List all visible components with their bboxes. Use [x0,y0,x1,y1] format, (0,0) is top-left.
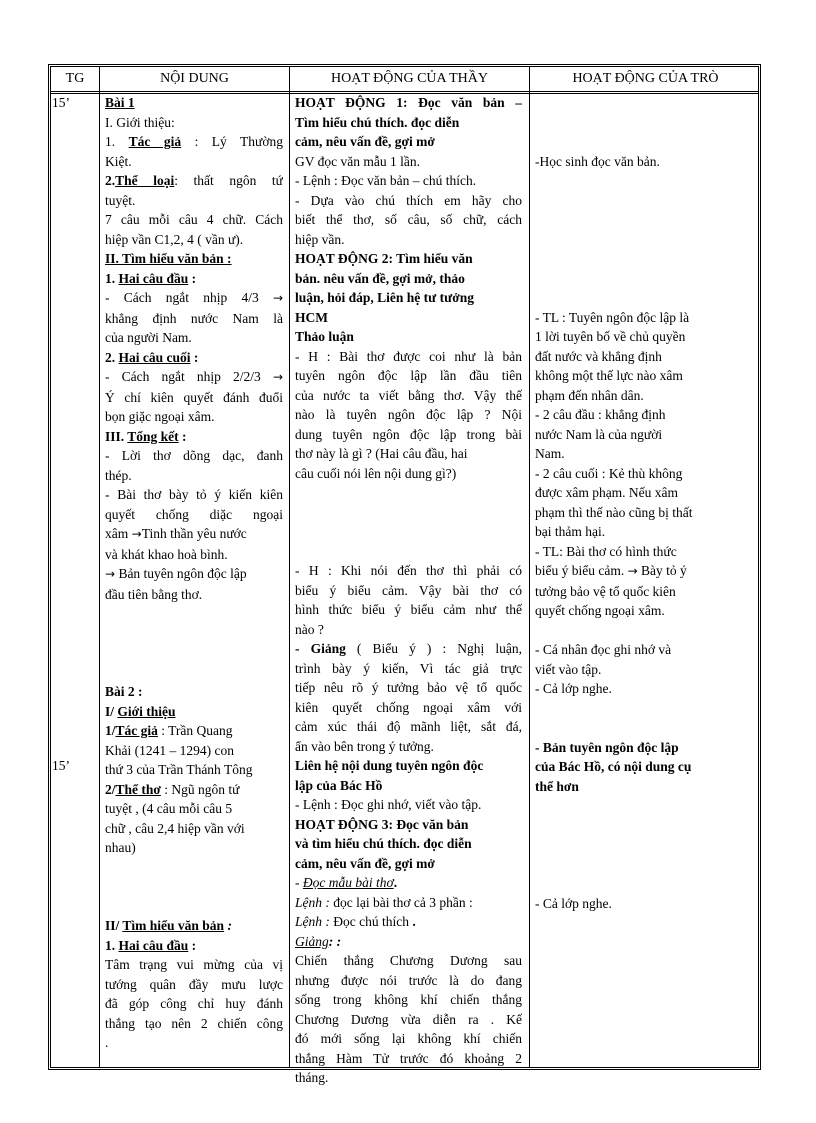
header-teacher: HOẠT ĐỘNG CỦA THẦY [331,71,488,86]
content-line: tướng quân đầy mưu lược [105,976,283,992]
student-line: - 2 câu đầu : khẳng định [535,407,666,422]
teacher-line: dung tuyên ngôn độc lập trong bài [295,426,522,442]
teacher-line: câu cuối nói lên nội dung gì?) [295,465,457,481]
teacher-line: - Dựa vào chú thích em hãy cho [295,192,522,208]
student-line: không một thế lực nào xâm [535,368,683,383]
teacher-line: hiệp vần. [295,231,345,247]
content-line: - Lời thơ dõng dạc, đanh [105,448,283,463]
student-line: viết vào tập. [535,661,602,677]
header-student: HOẠT ĐỘNG CỦA TRÒ [572,71,719,86]
content-line: 2/Thể thơ : Ngũ ngôn tứ [105,781,240,797]
teacher-line: HOẠT ĐỘNG 1: Đọc văn bản – [295,95,522,110]
student-line: Nam. [535,446,565,461]
student-line: phạm đến nhân dân. [535,387,644,403]
teacher-line: Tìm hiểu chú thích. đọc diễn [295,114,460,130]
student-line: được xâm phạm. Nếu xâm [535,485,679,500]
content-line: nhau) [105,840,136,855]
teacher-line: GV đọc văn mẫu 1 lần. [295,153,420,169]
student-line: - Cả lớp nghe. [535,895,612,911]
content-line: - Cách ngắt nhịp 4/3 → [105,290,283,305]
content-line: và khát khao hoà bình. [105,546,228,562]
student-line: - Cá nhân đọc ghi nhớ và [535,642,672,657]
teacher-line: biểu ý biểu cảm. Vậy bài thơ có [295,582,522,598]
student-line: thể hơn [535,778,579,794]
tg-column [52,93,96,776]
content-line: tuyệt , (4 câu mỗi câu 5 [105,801,233,816]
content-line: đầu tiên bằng thơ. [105,586,203,602]
student-line: biểu ý biểu cảm. → Bày tỏ ý [535,563,687,578]
student-line: của Bác Hồ, có nội dung cụ [535,759,692,774]
teacher-line: ẩn vào bên trong ý tưởng. [295,738,434,754]
content-line: - Cách ngắt nhịp 2/2/3 → [105,369,283,384]
header-tg: TG [65,71,85,86]
content-line: 1. Hai câu đầu : [105,270,197,286]
content-line: tuyệt. [105,192,136,208]
teacher-line: - H : Khi nói đến thơ thì phải có [295,563,522,578]
teacher-line: nào là tuyên ngôn độc lập ? Nội [295,407,522,422]
time-1: 15’ [52,95,70,110]
content-line: khẳng định nước Nam là [105,310,283,326]
content-line: quyết chống diặc ngoại [105,506,283,522]
content-line: thắng tạo nên 2 chiến công [105,1015,283,1031]
column-divider [529,67,530,1067]
arrow-right-icon: → [105,567,116,581]
teacher-line: cảm, nêu vấn đề, gợi mở [295,855,435,871]
teacher-line: cảm xúc thái độ mãnh liệt, sắt đá, [295,719,522,734]
teacher-line: cảm, nêu vấn đề, gợi mở [295,134,435,149]
lesson-table [48,64,761,1085]
student-line: - TL : Tuyên ngôn độc lập là [535,309,690,325]
student-line: -Học sinh đọc văn bản. [535,153,660,169]
teacher-column [295,93,522,1088]
content-line: 7 câu mỗi câu 4 chữ. Cách [105,212,283,227]
teacher-line: - Đọc mẫu bài thơ. [295,875,398,890]
arrow-right-icon: → [131,527,142,541]
content-column [105,93,283,1053]
content-line: - Bài thơ bày tỏ ý kiến kiên [105,487,283,502]
teacher-line: tháng. [295,1070,329,1085]
teacher-line: và tìm hiểu chú thích. đọc diễn [295,836,472,851]
student-line: - Cả lớp nghe. [535,681,612,696]
teacher-line: nào ? [295,621,324,637]
content-line: 1/Tác giả : Trần Quang [105,723,233,738]
content-line: Khải (1241 – 1294) con [105,742,234,758]
teacher-line: - Lệnh : Đọc văn bản – chú thích. [295,173,477,188]
teacher-line: Giảng: : [295,933,342,949]
teacher-line: Thảo luận [295,329,354,344]
lesson-title: Bài 1 [105,95,135,110]
student-line: - 2 câu cuối : Kẻ thù không [535,465,683,481]
content-line: II/ Tìm hiểu văn bản : [105,918,232,933]
content-line: 2.Thể loại: thất ngôn tứ [105,173,283,188]
content-line: 1. Tác giả : Lý Thường [105,134,283,149]
student-line: 1 lời tuyên bố về chủ quyền [535,329,686,344]
teacher-line: - Giảng ( Biểu ý ) : Nghị luận, [295,641,522,656]
student-column [535,93,759,913]
teacher-line: HOẠT ĐỘNG 2: Tìm hiểu văn [295,251,473,266]
content-line: Ý chí kiên quyết đánh đuổi [105,389,283,405]
column-divider [289,67,290,1067]
teacher-line: kiên quyết chống ngoại xâm với [295,699,522,715]
content-line: xâm →Tinh thần yêu nước [105,526,247,541]
teacher-line: Lệnh : đọc lại bài thơ cả 3 phần : [295,894,473,910]
teacher-line: biết thể thơ, số câu, số chữ, cách [295,212,522,227]
column-divider [99,67,100,1067]
content-line: 1. Hai câu đầu : [105,937,197,953]
teacher-line: đó mới sống lại không khí chiến [295,1031,522,1046]
student-line: quyết chống ngoại xâm. [535,603,665,618]
content-line: 2. Hai câu cuối : [105,349,199,365]
teacher-line: lập của Bác Hồ [295,777,383,793]
student-line: tưởng bảo vệ tổ quốc kiên [535,583,676,599]
teacher-line: - H : Bài thơ được coi như là bản [295,348,522,364]
content-line: Kiệt. [105,153,132,169]
teacher-line: nhưng được nói trước là do đang [295,972,522,988]
lesson-title: Bài 2 : [105,684,143,699]
teacher-line: hình thức biểu ý biểu cảm như thế [295,602,522,617]
teacher-line: sống trong không khí chiến thắng [295,992,522,1007]
teacher-line: HCM [295,309,328,325]
student-line: phạm thì thế nào cũng bị thất [535,504,693,520]
student-line: đất nước và khẳng định [535,348,662,364]
teacher-line: luận, hỏi đáp, Liên hệ tư tưởng [295,290,474,305]
teacher-line: trình bày ý kiến, Vì tác giả trực [295,660,522,676]
teacher-line: bản. nêu vấn đề, gợi mở, thảo [295,270,465,286]
content-line: hiệp vần C1,2, 4 ( vần ư). [105,231,244,247]
teacher-line: Liên hệ nội dung tuyên ngôn độc [295,758,484,773]
time-2: 15’ [52,758,70,773]
content-line: đã góp công chỉ huy đánh [105,996,283,1011]
content-line: → Bản tuyên ngôn độc lập [105,566,247,581]
teacher-line: HOẠT ĐỘNG 3: Đọc văn bản [295,816,469,832]
teacher-line: - Lệnh : Đọc ghi nhớ, viết vào tập. [295,797,482,812]
teacher-line: thắng Hàm Tử trước đó khoảng 2 [295,1050,522,1066]
arrow-right-icon: → [627,564,638,578]
content-line: Tâm trạng vui mừng của vị [105,957,283,972]
student-line: bại thảm hại. [535,524,606,539]
teacher-line: của nước ta viết bằng thơ. Vậy thế [295,387,522,403]
content-line: II. Tìm hiểu văn bản : [105,251,232,266]
content-line: I. Giới thiệu: [105,114,175,130]
header-content: NỘI DUNG [160,71,229,86]
arrow-right-icon: → [272,291,283,305]
content-line: thứ 3 của Trần Thánh Tông [105,762,253,777]
teacher-line: Chiến thắng Chương Dương sau [295,953,522,968]
teacher-line: Chương Dương vừa diễn ra . Kế [295,1011,522,1027]
teacher-line: tiếp nêu rõ ý tưởng bảo vệ tổ quốc [295,680,522,695]
content-line: . [105,1035,109,1050]
content-line: I/ Giới thiệu [105,703,176,719]
teacher-line: thơ này là gì ? (Hai câu đầu, hai [295,446,468,461]
arrow-right-icon: → [272,370,283,384]
teacher-line: Lệnh : Đọc chú thích . [295,914,416,929]
student-line: nước Nam là của người [535,426,663,442]
content-line: chữ , câu 2,4 hiệp vần với [105,820,245,836]
content-line: thép. [105,467,132,483]
content-line: của người Nam. [105,330,192,345]
student-line: - Bản tuyên ngôn độc lập [535,739,679,755]
teacher-line: tuyên ngôn độc lập lần đầu tiên [295,368,522,383]
content-line: III. Tổng kết : [105,428,187,444]
student-line: - TL: Bài thơ có hình thức [535,543,677,559]
content-line: bọn giặc ngoại xâm. [105,409,215,424]
